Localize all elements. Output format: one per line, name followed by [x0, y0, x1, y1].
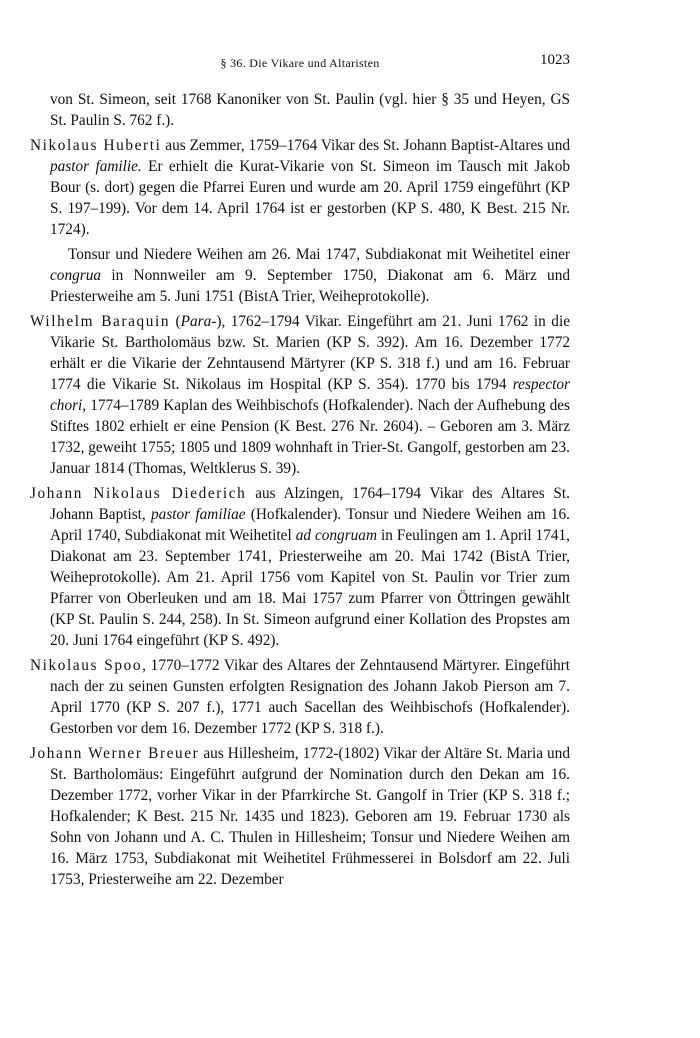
person-name: Johann Werner Breuer	[30, 745, 200, 762]
text-run: (Hofkalender). Tonsur und Niedere Weihen am 16. April 1740, Subdiakonat mit Weihetitel	[50, 506, 571, 544]
text-run: (	[170, 313, 181, 330]
page-number: 1023	[540, 52, 570, 68]
biography-entry	[30, 311, 570, 479]
text-run: Er erhielt die Kurat-Vikarie von St. Simeon im Tausch mit Jakob Bour (s. dort) gegen die Pfarrei Euren und wurde am 20. April 1759 eingeführt (KP S. 197–199). Vor dem 14. April 1764 ist er gestorben (KP S. 480, K Best. 215 Nr. 1724).	[50, 158, 571, 238]
italic-term: Para-	[180, 313, 217, 330]
entry-paragraph	[30, 244, 570, 307]
person-name: Wilhelm Baraquin	[30, 313, 171, 330]
text-run: , 1770–1772 Vikar des Altares der Zehntausend Märtyrer. Eingeführt nach der zu seinen Gunsten erfolgten Resignation des Johann Jakob Pierson am 7. April 1770 (KP S. 207 f.), 1771 auch Sacellan des Weihbischofs (Hofkalender). Gestorben vor dem 16. Dezember 1772 (KP S. 318 f.).	[50, 657, 571, 737]
person-name: Nikolaus Spoo	[30, 657, 143, 674]
text-run: aus Hillesheim, 1772-(1802) Vikar der Altäre St. Maria und St. Bartholomäus: Eingeführt aufgrund der Nomination durch den Dekan am 16. Dezember 1772, vorher Vikar in der Pfarrkirche St. Gangolf in Trier (KP S. 318 f.; Hofkalender; K Best. 215 Nr. 1435 und 1823). Geboren am 19. Februar 1730 als Sohn von Johann und A. C. Thulen in Hillesheim; Tonsur und Niedere Weihen am 16. März 1753, Subdiakonat mit Weihetitel Frühmesserei in Bolsdorf am 22. Juli 1753, Priesterweihe am 22. Dezember	[50, 745, 570, 888]
text-run: in Nonnweiler am 9. September 1750, Diakonat am 6. März und Priesterweihe am 5. Juni 1751 (BistA Trier, Weiheprotokolle).	[50, 267, 570, 305]
italic-term: congrua	[50, 267, 101, 284]
text-run: aus Alzingen, 1764–1794 Vikar des Altares St. Johann Baptist,	[50, 485, 571, 523]
text-run: von St. Simeon, seit 1768 Kanoniker von St. Paulin (vgl. hier § 35 und Heyen, GS St. Paulin S. 762 f.).	[50, 91, 570, 129]
text-run: in Feulingen am 1. April 1741, Diakonat am 23. September 1741, Priesterweihe am 20. Mai 1742 (BistA Trier, Weiheprotokolle). Am 21. April 1756 vom Kapitel von St. Paulin vor Trier zum Pfarrer von Oberleuken und am 18. Mai 1757 zum Pfarrer von Öttringen gewählt (KP St. Paulin S. 244, 258). In St. Simeon aufgrund einer Kollation des Propstes am 20. Juni 1764 eingeführt (KP S. 492).	[50, 527, 570, 649]
italic-term: pastor familiae	[151, 506, 246, 523]
page-body	[30, 89, 570, 894]
italic-term: ad congruam	[295, 527, 377, 544]
person-name: Johann Nikolaus Diederich	[30, 485, 247, 502]
italic-term: respector chori	[50, 376, 570, 414]
biography-entry	[30, 135, 570, 240]
continued-entry	[30, 89, 570, 131]
running-head: § 36. Die Vikare und Altaristen	[220, 56, 380, 70]
text-run: aus Zemmer, 1759–1764 Vikar des St. Johann Baptist-Altares und	[161, 137, 570, 154]
biography-entry	[30, 655, 570, 739]
person-name: Nikolaus Huberti	[30, 137, 162, 154]
biography-entry	[30, 483, 570, 651]
page-header	[30, 52, 570, 74]
text-run: , 1774–1789 Kaplan des Weihbischofs (Hofkalender). Nach der Aufhebung des Stiftes 1802 erhielt er eine Pension (K Best. 276 Nr. 2604). – Geboren am 3. März 1732, geweiht 1755; 1805 und 1809 wohnhaft in Trier-St. Gangolf, gestorben am 23. Januar 1814 (Thomas, Weltklerus S. 39).	[50, 397, 570, 477]
italic-term: pastor familie.	[50, 158, 142, 175]
text-run: ), 1762–1794 Vikar. Eingeführt am 21. Juni 1762 in die Vikarie St. Bartholomäus bzw. St. Marien (KP S. 392). Am 16. Dezember 1772 erhält er die Vikarie der Zehntausend Märtyrer (KP S. 318 f.) und am 16. Februar 1774 die Vikarie St. Nikolaus im Hospital (KP S. 354). 1770 bis 1794	[50, 313, 570, 393]
biography-entry	[30, 743, 570, 890]
text-run: Tonsur und Niedere Weihen am 26. Mai 1747, Subdiakonat mit Weihetitel einer	[68, 246, 570, 263]
